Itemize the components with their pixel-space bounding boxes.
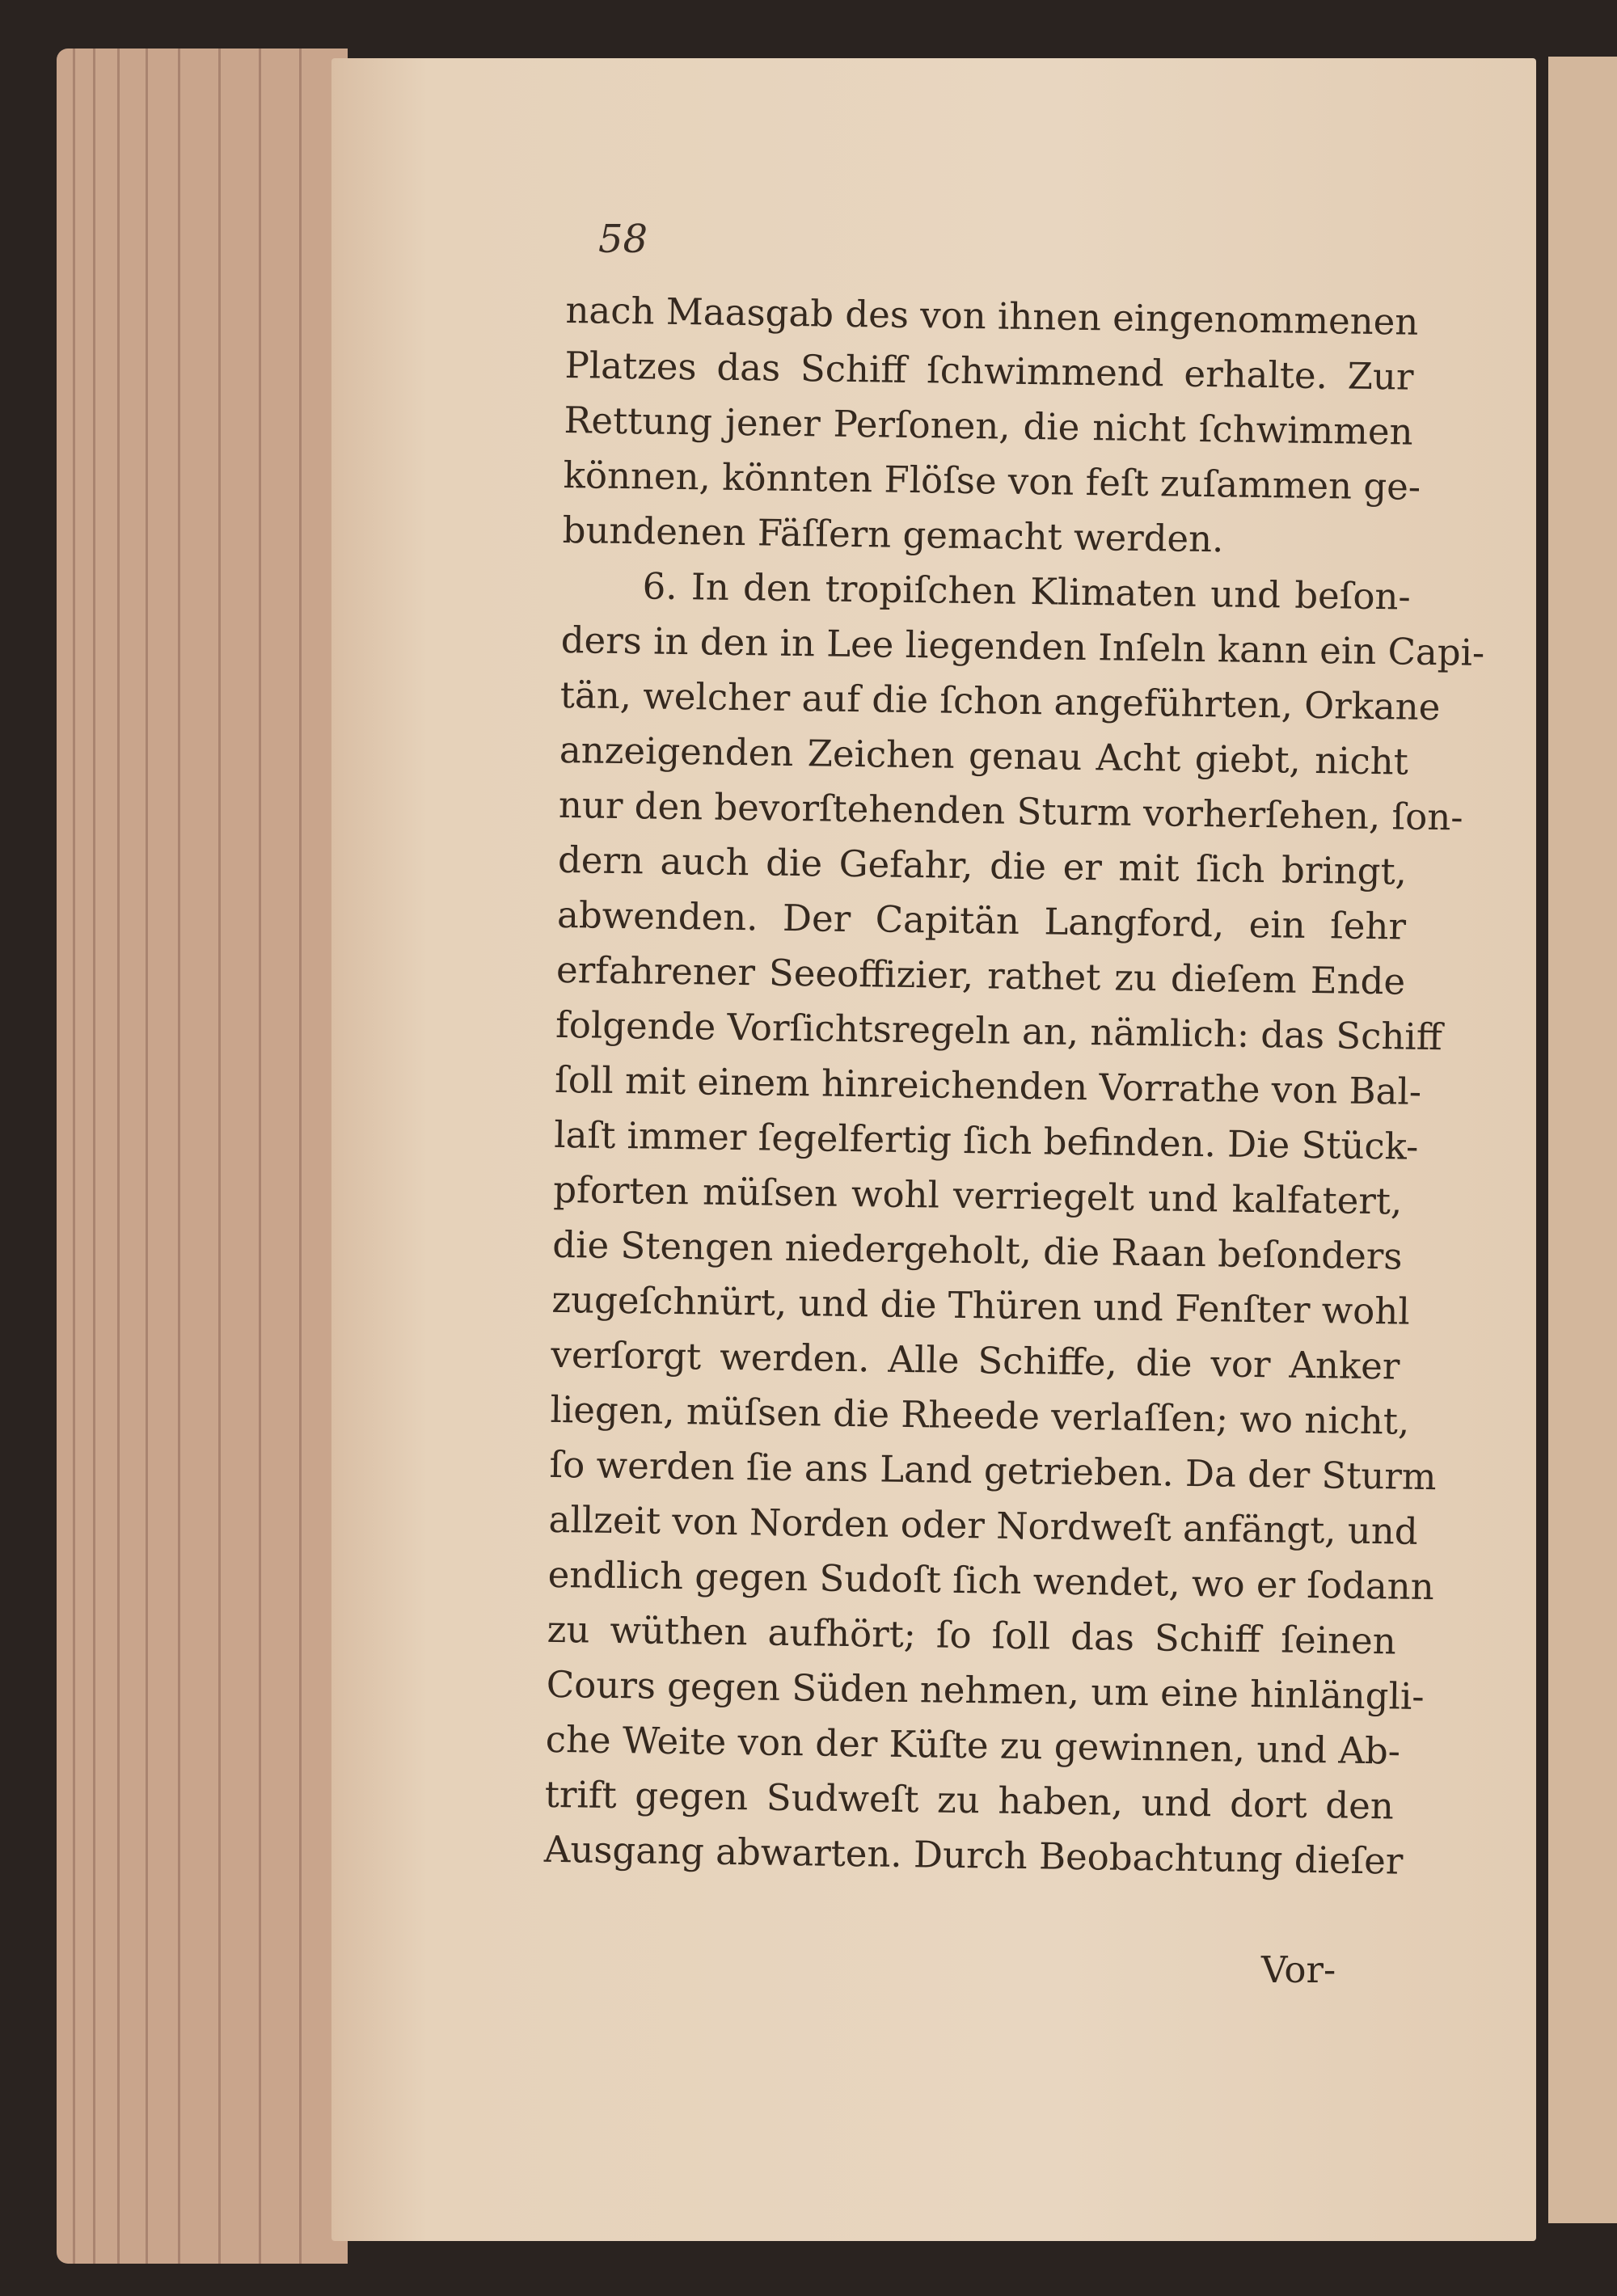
text-line: 6. In den tropiſchen Klimaten und beſon- — [642, 564, 1412, 618]
text-line: laſt immer ſegelfertig ſich befinden. Die Stück- — [553, 1112, 1419, 1168]
text-line: che Weite von der Küſte zu gewinnen, und Ab- — [545, 1717, 1401, 1773]
text-line: endlich gegen Sudoſt ſich wendet, wo er ſodann — [547, 1552, 1435, 1609]
text-line: zu wüthen aufhört; ſo ſoll das Schiff ſeinen — [547, 1607, 1397, 1663]
text-line: abwenden. Der Capitän Langford, ein ſehr — [556, 893, 1407, 948]
text-line: ders in den in Lee liegenden Inſeln kann ein Capi- — [560, 618, 1485, 674]
text-line: trift gegen Sudweſt zu haben, und dort den — [544, 1772, 1395, 1828]
text-line: Ausgang abwarten. Durch Beobachtung dieſer — [543, 1827, 1404, 1883]
text-line: liegen, müſsen die Rheede verlaſſen; wo nicht, — [550, 1387, 1410, 1443]
text-line: folgende Vorſichtsregeln an, nämlich: das Schiff — [555, 1002, 1443, 1059]
text-line: ſo werden ſie ans Land getrieben. Da der Sturm — [549, 1442, 1437, 1499]
text-line: pforten müſsen wohl verriegelt und kalfatert, — [552, 1167, 1403, 1223]
text-line: tän, welcher auf die ſchon angeführten, Orkane — [559, 673, 1441, 729]
text-line: Rettung jener Perſonen, die nicht ſchwimmen — [564, 398, 1413, 454]
facing-page — [1548, 57, 1617, 2223]
page-edges — [57, 49, 348, 2264]
text-line: ſoll mit einem hinreichenden Vorrathe von Bal- — [554, 1057, 1422, 1113]
text-line: bundenen Fäſſern gemacht werden. — [562, 508, 1224, 561]
page-number: 58 — [598, 217, 648, 262]
text-line: allzeit von Norden oder Nordweſt anfängt, und — [548, 1497, 1419, 1553]
catchword: Vor- — [1261, 1948, 1336, 1991]
body-text — [543, 283, 1485, 1889]
text-line: verſorgt werden. Alle Schiffe, die vor Anker — [551, 1332, 1400, 1388]
text-line: anzeigenden Zeichen genau Acht giebt, nicht — [559, 728, 1409, 783]
text-line: Cours gegen Süden nehmen, um eine hinlängli- — [546, 1662, 1425, 1718]
text-line: zugeſchnürt, und die Thüren und Fenſter wohl — [551, 1277, 1411, 1333]
text-line: dern auch die Gefahr, die er mit ſich bringt, — [557, 838, 1408, 893]
text-line: können, könnten Flöſse von feſt zuſammen ge- — [563, 453, 1421, 509]
text-line: Platzes das Schiff ſchwimmend erhalte. Zur — [564, 343, 1414, 399]
text-line: die Stengen niedergeholt, die Raan beſonders — [552, 1222, 1403, 1278]
text-line: nach Maasgab des von ihnen eingenommenen — [565, 288, 1419, 344]
text-line: erfahrener Seeoffizier, rathet zu dieſem Ende — [555, 948, 1406, 1003]
text-line: nur den bevorſtehenden Sturm vorherſehen, ſon- — [558, 783, 1463, 839]
